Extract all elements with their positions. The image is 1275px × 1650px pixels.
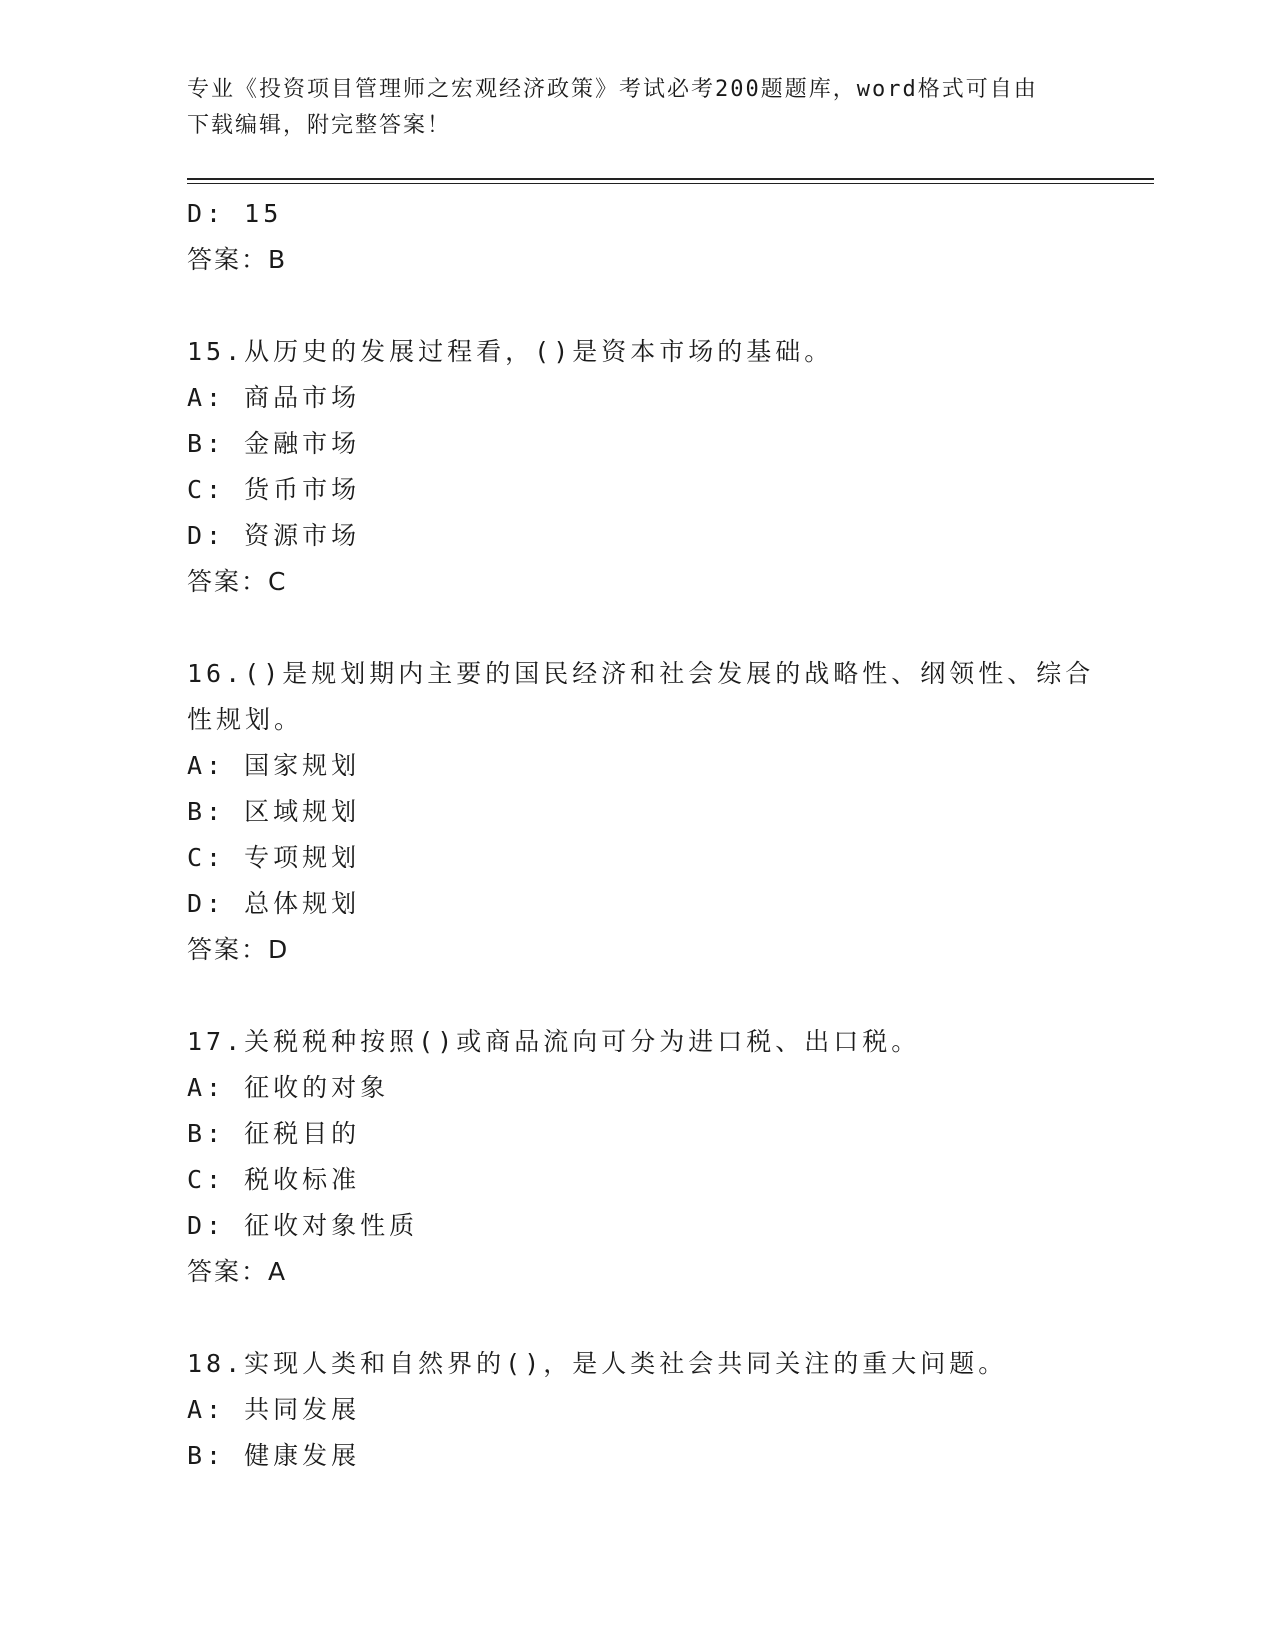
option-c: C: 货币市场 (187, 475, 361, 504)
answer-line: 答案：C (187, 567, 288, 596)
question-stem: 18.实现人类和自然界的()，是人类社会共同关注的重大问题。 (187, 1349, 1008, 1378)
option-b: B: 区域规划 (187, 797, 361, 826)
question-17 (187, 1019, 1087, 1295)
answer-line: 答案：B (187, 245, 288, 274)
question-16 (187, 651, 1095, 973)
question-stem-line1: 16.()是规划期内主要的国民经济和社会发展的战略性、纲领性、综合 (187, 659, 1095, 688)
option-d: D: 资源市场 (187, 521, 361, 550)
option-a: A: 征收的对象 (187, 1073, 390, 1102)
option-c: C: 税收标准 (187, 1165, 361, 1194)
question-stem: 15.从历史的发展过程看，()是资本市场的基础。 (187, 337, 834, 366)
option-a: A: 商品市场 (187, 383, 361, 412)
option-a: A: 共同发展 (187, 1395, 361, 1424)
option-d: D: 总体规划 (187, 889, 361, 918)
option-b: B: 金融市场 (187, 429, 361, 458)
document-header (187, 72, 1067, 144)
option-a: A: 国家规划 (187, 751, 361, 780)
question-stem: 17.关税税种按照()或商品流向可分为进口税、出口税。 (187, 1027, 921, 1056)
question-list (187, 191, 1095, 1479)
header-divider (187, 178, 1154, 184)
question-18 (187, 1341, 1087, 1479)
question-stem-line2: 性规划。 (187, 705, 304, 734)
header-intro-line1: 专业《投资项目管理师之宏观经济政策》考试必考200题题库，word格式可自由 (187, 77, 1038, 102)
option-c: C: 专项规划 (187, 843, 361, 872)
option-b: B: 健康发展 (187, 1441, 361, 1470)
answer-line: 答案：D (187, 935, 290, 964)
option-b: B: 征税目的 (187, 1119, 361, 1148)
answer-line: 答案：A (187, 1257, 288, 1286)
option-d: D: 征收对象性质 (187, 1211, 419, 1240)
header-intro-line2: 下载编辑，附完整答案！ (187, 113, 452, 138)
option-d: D: 15 (187, 199, 283, 228)
question-15 (187, 329, 1087, 605)
